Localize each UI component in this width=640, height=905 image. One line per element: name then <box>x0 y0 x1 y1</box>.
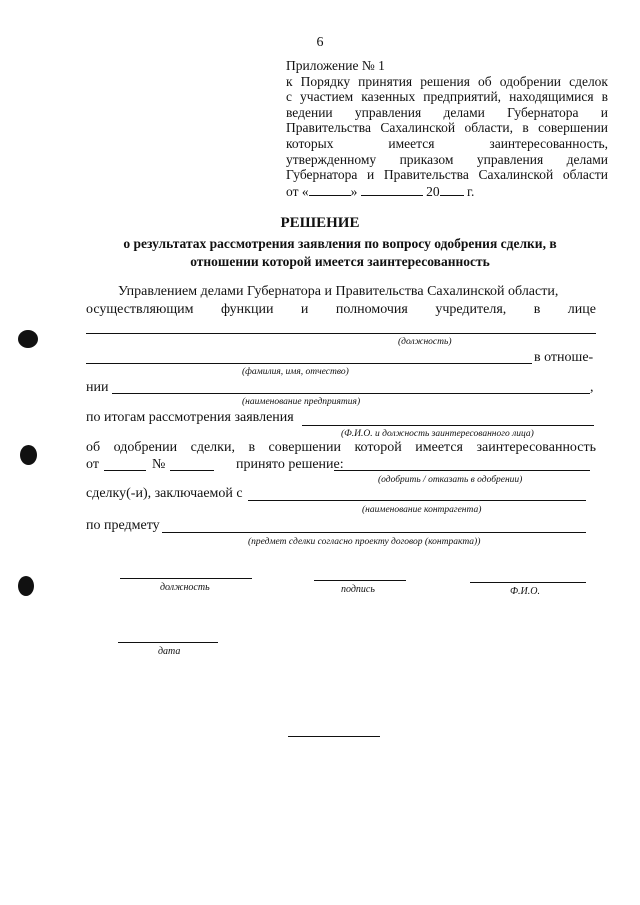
caption-counterparty: (наименование контрагента) <box>362 505 482 515</box>
caption-signature-fio: Ф.И.О. <box>510 586 540 597</box>
appendix-date-line <box>286 184 474 199</box>
enterprise-field[interactable] <box>112 393 590 394</box>
fio-signature-line[interactable] <box>470 582 586 583</box>
date-year: 20 <box>426 183 440 199</box>
binder-hole-2 <box>20 445 37 465</box>
caption-enterprise: (наименование предприятия) <box>242 397 361 407</box>
signature-line[interactable] <box>314 580 406 581</box>
date-field[interactable] <box>104 470 146 471</box>
page-number: 6 <box>316 35 324 50</box>
caption-subject: (предмет сделки согласно проекту договор (контракта)) <box>248 537 481 547</box>
approval-line-1: об одобрении сделки, в совершении которой имеется заинтересованность <box>86 440 596 455</box>
document-title: РЕШЕНИЕ <box>280 215 360 231</box>
appendix-line: с участием казенных предприятий, находящимися в <box>286 89 608 105</box>
appendix-line: Приложение № 1 <box>286 58 385 73</box>
counterparty-field[interactable] <box>248 500 586 501</box>
decision-field[interactable] <box>334 470 590 471</box>
comma: , <box>590 380 594 395</box>
subtitle-line-1: о результатах рассмотрения заявления по вопросу одобрения сделки, в <box>123 236 557 251</box>
intro-line-2: осуществляющим функции и полномочия учредителя, в лице <box>86 302 596 317</box>
closing-rule <box>288 736 380 737</box>
appendix-line: к Порядку принятия решения об одобрении сделок <box>286 73 608 89</box>
day-blank[interactable] <box>309 183 351 196</box>
fio-field[interactable] <box>86 363 532 364</box>
intro-line-1: Управлением делами Губернатора и Правительства Сахалинской области, <box>118 284 559 299</box>
appendix-line: ведении управления делами Губернатора и <box>286 104 608 120</box>
caption-decision: (одобрить / отказать в одобрении) <box>378 475 523 485</box>
document-subtitle <box>90 235 590 271</box>
caption-interested: (Ф.И.О. и должность заинтересованного лица) <box>341 429 534 439</box>
subject-field[interactable] <box>162 532 586 533</box>
interested-person-field[interactable] <box>302 425 594 426</box>
caption-signature-date: дата <box>158 646 181 657</box>
date-mid: » <box>350 183 358 199</box>
subject-text: по предмету <box>86 518 160 533</box>
number-field[interactable] <box>170 470 214 471</box>
date-suffix: г. <box>466 183 475 199</box>
caption-fio: (фамилия, имя, отчество) <box>242 367 349 377</box>
caption-position: (должность) <box>398 337 452 347</box>
from-text: от <box>86 457 99 472</box>
appendix-line: Правительства Сахалинской области, в совершении <box>286 120 608 136</box>
number-sign: № <box>152 457 166 472</box>
caption-signature: подпись <box>341 584 375 595</box>
binder-hole-3 <box>18 576 34 596</box>
month-blank[interactable] <box>361 183 423 196</box>
year-blank[interactable] <box>440 183 464 196</box>
in-relation-text: в отноше- <box>534 350 594 365</box>
position-field[interactable] <box>86 333 596 334</box>
binder-hole-1 <box>18 330 38 348</box>
appendix-block <box>286 58 608 199</box>
caption-signature-position: должность <box>160 582 210 593</box>
appendix-line: которых имеется заинтересованность, <box>286 135 608 151</box>
review-text: по итогам рассмотрения заявления <box>86 410 294 425</box>
position-signature-line[interactable] <box>120 578 252 579</box>
date-signature-line[interactable] <box>118 642 218 643</box>
appendix-line: Губернатора и Правительства Сахалинской области <box>286 167 608 183</box>
deal-text: сделку(-и), заключаемой с <box>86 486 243 501</box>
date-prefix: от « <box>286 183 309 199</box>
decision-text: принято решение: <box>236 457 344 472</box>
nii-text: нии <box>86 380 109 395</box>
subtitle-line-2: отношении которой имеется заинтересованность <box>190 254 490 269</box>
appendix-line: утвержденному приказом управления делами <box>286 151 608 167</box>
